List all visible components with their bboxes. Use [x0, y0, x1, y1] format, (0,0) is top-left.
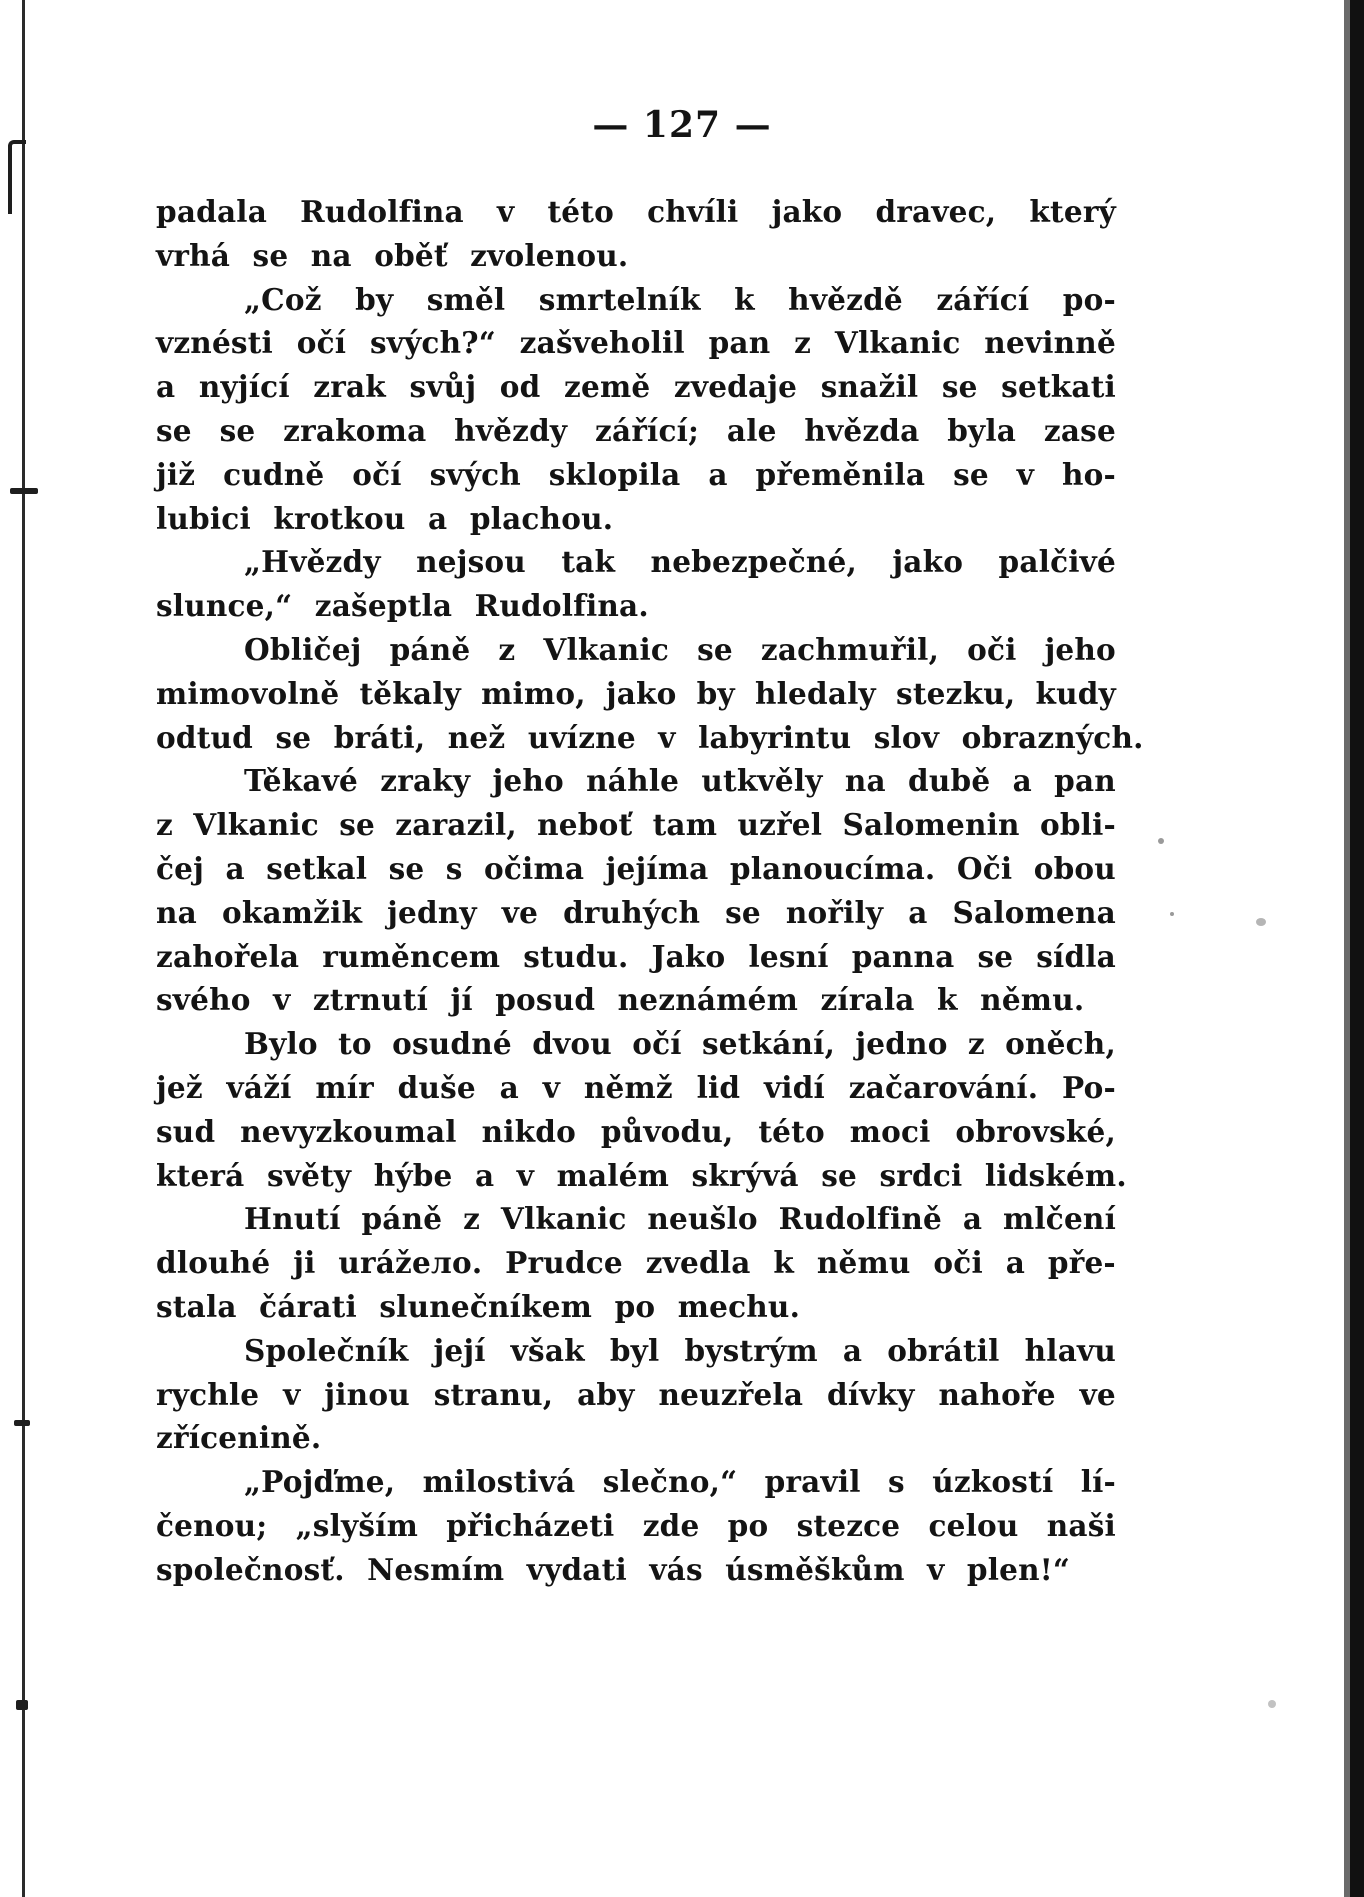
text-line: Obličej páně z Vlkanic se zachmuřil, oči jeho: [244, 631, 1116, 667]
text-line: společnosť. Nesmím vydati vás úsměškům v plen!“: [156, 1551, 1071, 1587]
text-line: z Vlkanic se zarazil, neboť tam uzřel Salomenin obli-: [156, 807, 1116, 843]
text-line: dlouhé ji urážело. Prudce zvedla k němu oči a pře-: [156, 1245, 1116, 1281]
scan-speck: [1268, 1700, 1276, 1708]
binding-mark: [14, 1420, 30, 1426]
text-line: jež váží mír duše a v němž lid vidí začarování. Po-: [156, 1069, 1116, 1105]
text-line: odtud se bráti, než uvízne v labyrintu slov obrazných.: [156, 719, 1144, 755]
text-line: „Hvězdy nejsou tak nebezpečné, jako palčivé: [244, 544, 1116, 580]
text-line: zřícenině.: [156, 1420, 322, 1456]
paragraph: [156, 1460, 1116, 1591]
binding-mark: [10, 488, 38, 494]
text-line: Společník její však byl bystrým a obrátil hlavu: [244, 1332, 1116, 1368]
page-edge: [1350, 0, 1364, 1897]
text-line: vznésti očí svých?“ zašveholil pan z Vlkanic nevinně: [156, 325, 1116, 361]
paragraph: [156, 759, 1116, 1022]
text-line: čej a setkal se s očima jejíma planoucíma. Oči obou: [156, 850, 1116, 886]
text-line: na okamžik jedny ve druhých se nořily a Salomena: [156, 894, 1116, 930]
text-line: Bylo to osudné dvou očí setkání, jedno z oněch,: [244, 1026, 1116, 1062]
scan-speck: [1158, 838, 1164, 844]
text-line: Těkavé zraky jeho náhle utkvěly na dubě a pan: [244, 763, 1116, 799]
text-line: „Pojďme, milostivá slečno,“ pravil s úzkostí lí-: [244, 1464, 1116, 1500]
paragraph: [156, 190, 1116, 278]
text-line: vrhá se na oběť zvolenou.: [156, 237, 629, 273]
paragraph: [156, 278, 1116, 541]
paragraph: [156, 1329, 1116, 1460]
text-line: „Což by směl smrtelník k hvězdě zářící po-: [244, 281, 1116, 317]
text-line: stala čárati slunečníkem po mechu.: [156, 1288, 801, 1324]
text-line: se se zrakoma hvězdy zářící; ale hvězda byla zase: [156, 412, 1116, 448]
text-line: a nyjící zrak svůj od země zvedaje snažil se setkati: [156, 369, 1116, 405]
text-line: padala Rudolfina v této chvíli jako dravec, který: [156, 194, 1116, 229]
binding-hook: [8, 140, 26, 214]
paragraph: [156, 540, 1116, 628]
text-line: lubici krotkou a plachou.: [156, 500, 614, 536]
binding-line: [22, 0, 25, 1897]
text-line: mimovolně těkaly mimo, jako by hledaly stezku, kudy: [156, 675, 1116, 711]
text-line: rychle v jinou stranu, aby neuzřela dívky nahoře ve: [156, 1376, 1116, 1412]
text-line: již cudně očí svých sklopila a přeměnila se v ho-: [156, 456, 1116, 492]
paragraph: [156, 1022, 1127, 1197]
scan-speck: [1170, 912, 1174, 916]
paragraph: [156, 628, 1144, 759]
text-line: svého v ztrnutí jí posud neznámém zírala k němu.: [156, 982, 1085, 1018]
text-line: sud nevyzkoumal nikdo původu, této moci obrovské,: [156, 1113, 1116, 1149]
text-line: čenou; „slyším přicházeti zde po stezce celou naši: [156, 1507, 1116, 1543]
text-line: Hnutí páně z Vlkanic neušlo Rudolfině a mlčení: [244, 1201, 1116, 1237]
page-number: — 127 —: [592, 104, 772, 146]
text-line: zahořela ruměncem studu. Jako lesní panna se sídla: [156, 938, 1116, 974]
text-line: která světy hýbe a v malém skrývá se srdci lidském.: [156, 1157, 1127, 1193]
body-text: [156, 190, 1144, 1592]
text-line: slunce,“ zašeptla Rudolfina.: [156, 588, 649, 624]
paragraph: [156, 1197, 1116, 1328]
binding-mark: [16, 1700, 28, 1710]
scan-speck: [1256, 918, 1266, 926]
